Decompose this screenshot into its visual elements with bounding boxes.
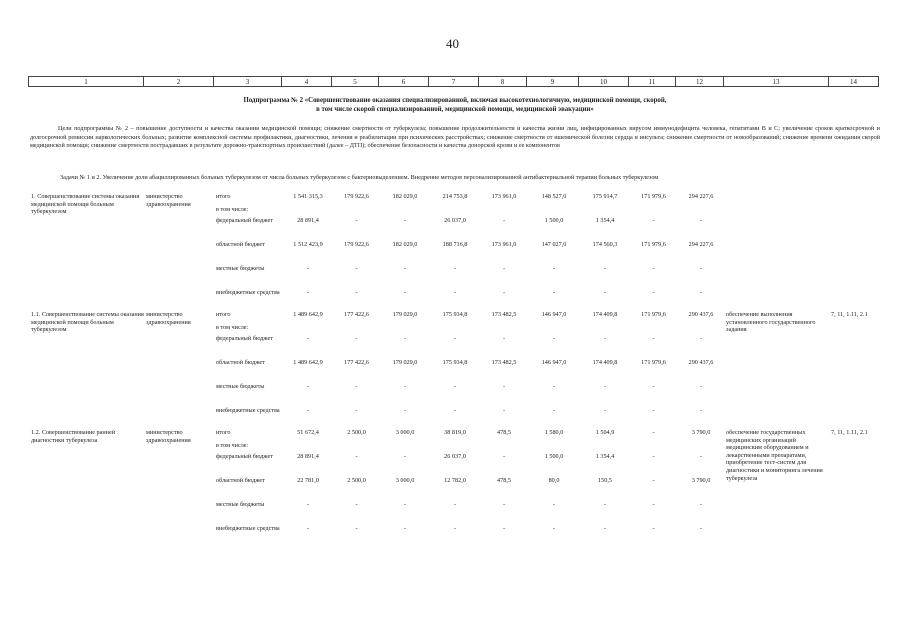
funding-value [580,206,630,217]
funding-value: - [699,501,703,508]
funding-value [580,442,630,453]
funding-source: итого [216,429,231,436]
funding-value: 175 934,8 [442,359,468,366]
funding-value: 1 354,4 [595,453,615,460]
funding-value: - [453,525,457,532]
funding-value [580,324,630,335]
funding-value: - [652,525,655,532]
funding-value [630,442,677,453]
funding-value: - [453,407,457,414]
funding-value: 174 409,8 [592,311,618,318]
funding-value: - [502,525,506,532]
funding-value: - [453,289,457,296]
funding-value: - [355,525,358,532]
funding-value: 173 482,5 [491,359,517,366]
funding-value: - [502,335,506,342]
funding-source: местные бюджеты [216,265,265,272]
funding-value: 146 947,0 [541,311,567,318]
column-number-3: 3 [214,77,282,87]
funding-value: - [603,501,607,508]
funding-value: - [552,407,556,414]
funding-value: 175 914,7 [592,193,618,200]
funding-value: 2 500,0 [347,429,366,436]
funding-value [430,206,480,217]
expected-result: обеспечение государственных медицинских организаций медицинским оборудованием и лекарственными препаратами, приобретение тест-систем для диагностики и мониторинга лечения туберкулеза [726,429,823,482]
funding-value [528,206,580,217]
funding-value: 150,5 [598,477,612,484]
funding-value: - [552,501,556,508]
funding-source: федеральный бюджет [216,335,273,342]
column-number-2: 2 [144,77,214,87]
funding-value: - [652,217,655,224]
indicator-reference: 7, 11, 1.11, 2.1 [831,429,868,436]
funding-value: - [403,289,407,296]
funding-value: 80,0 [548,477,560,484]
funding-value [528,324,580,335]
funding-value: 38 819,0 [444,429,466,436]
funding-value: 214 753,8 [442,193,468,200]
funding-source: федеральный бюджет [216,453,273,460]
funding-value: - [603,265,607,272]
funding-value [677,442,725,453]
column-number-7: 7 [429,77,479,87]
funding-value: - [552,335,556,342]
funding-value: - [652,501,655,508]
funding-value [283,324,333,335]
funding-value [333,324,380,335]
funding-value: - [306,501,310,508]
funding-value: - [603,407,607,414]
funding-value [480,206,528,217]
funding-source: в том числе: [216,206,249,213]
funding-value: - [403,453,407,460]
funding-value: 177 422,6 [344,359,369,366]
funding-value: - [306,289,310,296]
funding-value: 179 029,0 [392,359,418,366]
funding-value: - [355,289,358,296]
funding-value: - [502,501,506,508]
column-number-1: 1 [29,77,144,87]
funding-value: 3 790,0 [691,477,711,484]
funding-value: 290 437,6 [688,311,714,318]
funding-value: 1 504,9 [595,429,615,436]
column-number-8: 8 [479,77,527,87]
funding-value: 1 580,0 [544,429,564,436]
funding-value: - [699,217,703,224]
executor: министерство здравоохранения [146,193,191,208]
funding-value: - [355,217,358,224]
funding-value: 294 227,6 [688,241,714,248]
funding-value [333,206,380,217]
funding-value: 1 512 423,9 [293,241,323,248]
funding-value: - [652,407,655,414]
funding-value: - [355,383,358,390]
funding-value: - [453,335,457,342]
funding-value: - [699,407,703,414]
funding-value: - [403,501,407,508]
funding-value: - [306,383,310,390]
activity-name: 1. Совершенствование системы оказания медицинской помощи больным туберкулезом [31,193,140,216]
funding-value: - [603,525,607,532]
subprogram-title [120,97,790,114]
funding-value: - [403,217,407,224]
subprogram-tasks: Задачи № 1 и 2. Увеличение доли абациллированных больных туберкулезом от числа больных туберкулезом с бактериовыделением. Внедрение методов персонализированной антибактериальной терапии больных туберкулезом [60,174,659,181]
funding-value: 173 961,0 [491,241,517,248]
funding-source: в том числе: [216,442,249,449]
funding-value [677,206,725,217]
funding-value: 174 409,8 [592,359,618,366]
funding-value [283,442,333,453]
funding-value: 179 922,6 [344,241,369,248]
subprogram-goals: Цели подпрограммы № 2 – повышение доступности и качества оказания медицинской помощи; снижение смертности от туберкулеза; повышение продолжительности и качества жизни лиц, инфицированных вирусом иммунодефицита человека, гепатитами В и С; увеличение сроков краткосрочной и долгосрочной ремиссии наркологических больных; развитие комплексной системы профилактики, диагностики, лечения и реабилитации при психических расстройствах; снижение смертности от ишемической болезни сердца и инсульта; снижение смертности от новообразований; снижение времени ожидания скорой медицинской помощи; снижение смертности пострадавших в результате дорожно-транспортных происшествий (далее – ДТП); обеспечение безопасности и качества донорской крови и ее компонентов [30,125,880,150]
column-number-5: 5 [332,77,379,87]
funding-value [528,442,580,453]
funding-value [380,206,430,217]
funding-value: - [552,265,556,272]
funding-value: 1 500,0 [544,217,564,224]
column-number-4: 4 [282,77,332,87]
funding-source: итого [216,193,231,200]
funding-value [480,442,528,453]
funding-source: внебюджетные средства [216,289,280,296]
funding-source: областной бюджет [216,477,265,484]
funding-value: - [453,265,457,272]
funding-value: 175 934,8 [442,311,468,318]
funding-value: - [699,525,703,532]
funding-value: - [403,407,407,414]
funding-value: 12 782,0 [444,477,466,484]
funding-value: - [552,289,556,296]
activity-name: 1.2. Совершенствование ранней диагностики туберкулеза [31,429,116,444]
funding-value: - [403,265,407,272]
funding-value: - [306,407,310,414]
funding-value: 290 437,6 [688,359,714,366]
funding-value: - [603,383,607,390]
funding-value: - [355,453,358,460]
funding-value: - [306,265,310,272]
funding-value [380,442,430,453]
column-number-14: 14 [829,77,879,87]
funding-value: 182 029,0 [392,193,418,200]
funding-value [630,206,677,217]
funding-value: 171 979,6 [641,359,666,366]
funding-value: - [502,453,506,460]
funding-value: - [403,525,407,532]
funding-value: 182 029,0 [392,241,418,248]
funding-value: - [699,289,703,296]
funding-source: внебюджетные средства [216,525,280,532]
funding-value: 22 781,0 [297,477,319,484]
funding-value: 173 961,0 [491,193,517,200]
funding-source: в том числе: [216,324,249,331]
funding-value: 1 354,4 [595,217,615,224]
subprogram-title-line-1: Подпрограмма № 2 «Совершенствование оказания специализированной, включая высокотехнологичную, медицинской помощи, скорой, [243,97,667,104]
funding-value: - [699,383,703,390]
funding-value: 174 560,3 [592,241,618,248]
funding-value: - [502,289,506,296]
funding-value: 146 947,0 [541,359,567,366]
funding-value: 1 489 642,9 [293,359,323,366]
funding-value [283,206,333,217]
column-number-12: 12 [676,77,724,87]
funding-value [630,324,677,335]
funding-value: 28 891,4 [297,217,319,224]
funding-value: - [502,383,506,390]
funding-value: 26 037,0 [444,217,466,224]
funding-value: - [652,429,655,436]
funding-value: - [699,335,703,342]
funding-value: 147 027,0 [541,241,567,248]
funding-value: - [502,407,506,414]
funding-table [30,193,880,547]
funding-value: - [306,525,310,532]
funding-value: 179 922,6 [344,193,369,200]
column-number-11: 11 [629,77,676,87]
funding-value [430,442,480,453]
funding-value: - [403,335,407,342]
column-number-9: 9 [527,77,579,87]
funding-value: - [355,335,358,342]
funding-value: - [453,383,457,390]
funding-value: - [453,501,457,508]
funding-value [677,324,725,335]
funding-value [430,324,480,335]
expected-result: обеспечение выполнения установленного государственного задания [726,311,816,334]
column-number-header [28,76,879,87]
funding-value: 148 527,0 [541,193,567,200]
funding-source: внебюджетные средства [216,407,280,414]
funding-value: 478,5 [497,429,511,436]
funding-value: - [603,335,607,342]
funding-value: 188 716,8 [442,241,468,248]
funding-value: - [502,217,506,224]
column-number-13: 13 [724,77,829,87]
funding-value: 51 672,4 [297,429,319,436]
funding-source: областной бюджет [216,241,265,248]
funding-value: - [552,525,556,532]
funding-value: 28 891,4 [297,453,319,460]
funding-value: 2 500,0 [347,477,366,484]
table-row [30,311,880,324]
funding-value: 173 482,5 [491,311,517,318]
funding-value: - [652,383,655,390]
funding-source: федеральный бюджет [216,217,273,224]
funding-value: - [652,477,655,484]
activity-name: 1.1. Совершенствование системы оказания медицинской помощи больным туберкулезом [31,311,144,334]
expected-result [725,193,830,311]
column-number-6: 6 [379,77,429,87]
funding-value: - [552,383,556,390]
funding-value: - [652,289,655,296]
indicator-reference [830,193,880,311]
funding-source: областной бюджет [216,359,265,366]
funding-value [333,442,380,453]
funding-value [480,324,528,335]
table-row [30,429,880,442]
funding-value: - [306,335,310,342]
executor: министерство здравоохранения [146,429,191,444]
funding-value: - [502,265,506,272]
funding-value: - [652,265,655,272]
funding-value: - [355,265,358,272]
subprogram-title-line-2: в том числе скорой специализированной, медицинской помощи, медицинской эвакуации» [316,105,594,113]
funding-value: 1 500,0 [544,453,564,460]
funding-value: 3 790,0 [691,429,711,436]
column-number-10: 10 [579,77,629,87]
funding-source: местные бюджеты [216,501,265,508]
funding-value [380,324,430,335]
funding-value: 179 029,0 [392,311,418,318]
funding-value: 478,5 [497,477,511,484]
funding-value: - [355,407,358,414]
funding-value: - [699,453,703,460]
funding-value: 171 979,6 [641,193,666,200]
funding-source: местные бюджеты [216,383,265,390]
funding-value: - [652,453,655,460]
funding-value: 1 541 315,3 [293,193,323,200]
funding-value: 1 489 642,9 [293,311,323,318]
indicator-reference: 7, 11, 1.11, 2.1 [831,311,868,318]
funding-value: - [699,265,703,272]
funding-value: - [603,289,607,296]
funding-value: - [355,501,358,508]
funding-value: 3 000,0 [395,477,415,484]
funding-value: 171 979,6 [641,241,666,248]
funding-value: 26 037,0 [444,453,466,460]
funding-value: 3 000,0 [395,429,415,436]
page-number: 40 [446,36,459,51]
funding-value: - [403,383,407,390]
funding-value: 177 422,6 [344,311,369,318]
executor: министерство здравоохранения [146,311,191,326]
funding-value: 171 979,6 [641,311,666,318]
funding-source: итого [216,311,231,318]
funding-value: 294 227,6 [688,193,714,200]
table-row [30,193,880,206]
funding-value: - [652,335,655,342]
